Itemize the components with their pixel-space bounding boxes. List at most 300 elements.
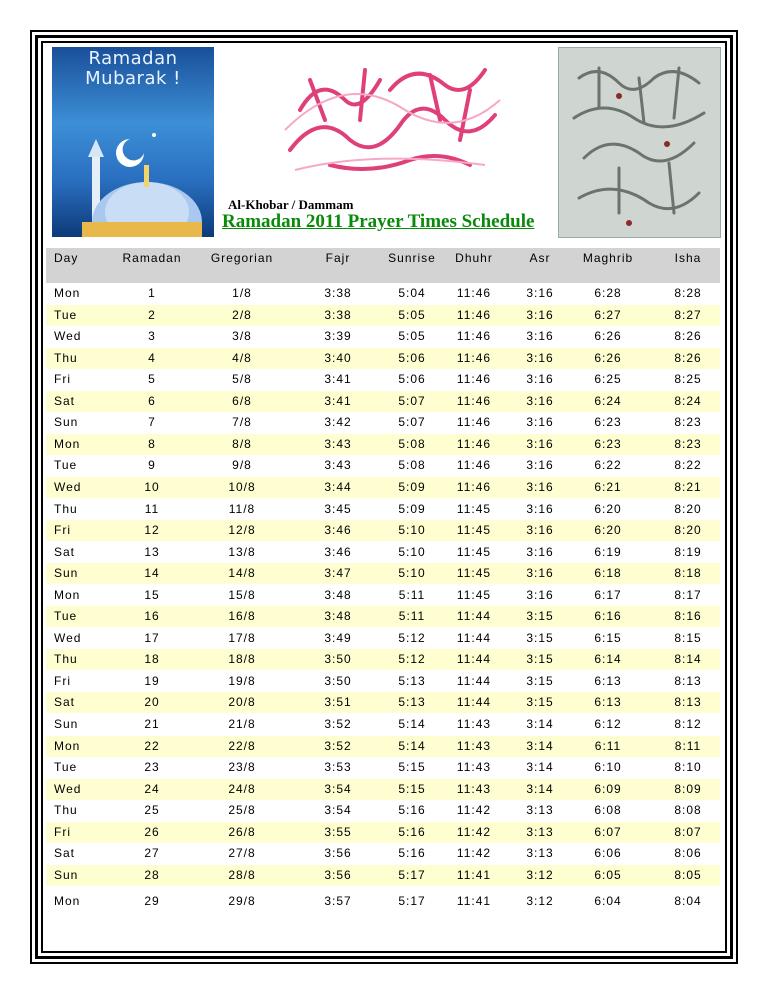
cell-dhuhr: 11:46 bbox=[456, 415, 492, 430]
cell-sunrise: 5:08 bbox=[398, 458, 426, 473]
cell-dhuhr: 11:41 bbox=[456, 867, 492, 882]
cell-gregorian: 26/8 bbox=[228, 824, 256, 839]
cell-maghrib: 6:13 bbox=[594, 673, 622, 688]
cell-fajr: 3:48 bbox=[324, 609, 352, 624]
cell-sunrise: 5:14 bbox=[398, 738, 426, 753]
cell-asr: 3:16 bbox=[526, 436, 554, 451]
cell-gregorian: 29/8 bbox=[228, 894, 256, 908]
cell-fajr: 3:42 bbox=[324, 415, 352, 430]
cell-dhuhr: 11:45 bbox=[456, 523, 492, 538]
cell-sunrise: 5:17 bbox=[398, 894, 426, 908]
column-header-ramadan: Ramadan bbox=[122, 251, 182, 265]
cell-maghrib: 6:15 bbox=[594, 630, 622, 645]
cell-gregorian: 24/8 bbox=[228, 781, 256, 796]
cell-ramadan: 1 bbox=[148, 286, 156, 300]
cell-fajr: 3:44 bbox=[324, 479, 352, 494]
cell-sunrise: 5:16 bbox=[398, 824, 426, 839]
cell-gregorian: 21/8 bbox=[228, 717, 256, 731]
cell-isha: 8:24 bbox=[674, 393, 702, 408]
cell-fajr: 3:53 bbox=[324, 760, 352, 775]
cell-fajr: 3:47 bbox=[324, 566, 352, 581]
cell-sunrise: 5:15 bbox=[398, 760, 426, 775]
column-header-isha: Isha bbox=[674, 251, 702, 265]
cell-maghrib: 6:16 bbox=[594, 609, 622, 624]
cell-fajr: 3:38 bbox=[324, 286, 352, 300]
cell-gregorian: 23/8 bbox=[228, 760, 256, 775]
cell-dhuhr: 11:41 bbox=[456, 894, 492, 908]
cell-sunrise: 5:07 bbox=[398, 415, 426, 430]
cell-sunrise: 5:12 bbox=[398, 630, 426, 645]
cell-asr: 3:13 bbox=[526, 824, 554, 839]
cell-fajr: 3:52 bbox=[324, 738, 352, 753]
cell-gregorian: 22/8 bbox=[228, 738, 256, 753]
cell-isha: 8:04 bbox=[674, 894, 702, 908]
cell-isha: 8:20 bbox=[674, 523, 702, 538]
cell-maghrib: 6:12 bbox=[594, 717, 622, 731]
cell-day: Fri bbox=[54, 372, 71, 387]
cell-gregorian: 16/8 bbox=[228, 609, 256, 624]
ramadan-mubarak-banner bbox=[52, 47, 214, 237]
cell-sunrise: 5:16 bbox=[398, 803, 426, 818]
cell-asr: 3:14 bbox=[526, 717, 554, 731]
cell-day: Mon bbox=[54, 587, 81, 602]
cell-fajr: 3:57 bbox=[324, 894, 352, 908]
cell-asr: 3:12 bbox=[526, 867, 554, 882]
cell-ramadan: 14 bbox=[144, 566, 160, 581]
cell-sunrise: 5:09 bbox=[398, 479, 426, 494]
cell-maghrib: 6:09 bbox=[594, 781, 622, 796]
cell-sunrise: 5:05 bbox=[398, 307, 426, 322]
cell-dhuhr: 11:44 bbox=[456, 652, 492, 667]
cell-maghrib: 6:04 bbox=[594, 894, 622, 908]
cell-sunrise: 5:06 bbox=[398, 350, 426, 365]
cell-ramadan: 10 bbox=[144, 479, 160, 494]
cell-sunrise: 5:09 bbox=[398, 501, 426, 516]
cell-isha: 8:15 bbox=[674, 630, 702, 645]
cell-day: Wed bbox=[54, 630, 82, 645]
column-header-sunrise: Sunrise bbox=[388, 251, 436, 265]
cell-asr: 3:14 bbox=[526, 781, 554, 796]
cell-isha: 8:07 bbox=[674, 824, 702, 839]
cell-day: Tue bbox=[54, 609, 78, 624]
cell-ramadan: 6 bbox=[148, 393, 156, 408]
table-row bbox=[46, 891, 720, 912]
table-row bbox=[46, 865, 720, 886]
cell-fajr: 3:39 bbox=[324, 329, 352, 344]
cell-sunrise: 5:13 bbox=[398, 695, 426, 710]
cell-day: Thu bbox=[54, 350, 78, 365]
cell-day: Fri bbox=[54, 673, 71, 688]
cell-isha: 8:21 bbox=[674, 479, 702, 494]
cell-fajr: 3:43 bbox=[324, 458, 352, 473]
cell-ramadan: 13 bbox=[144, 544, 160, 559]
cell-gregorian: 10/8 bbox=[228, 479, 256, 494]
cell-fajr: 3:52 bbox=[324, 717, 352, 731]
cell-ramadan: 18 bbox=[144, 652, 160, 667]
cell-gregorian: 28/8 bbox=[228, 867, 256, 882]
cell-ramadan: 3 bbox=[148, 329, 156, 344]
cell-day: Mon bbox=[54, 286, 81, 300]
cell-ramadan: 23 bbox=[144, 760, 160, 775]
cell-sunrise: 5:07 bbox=[398, 393, 426, 408]
cell-isha: 8:26 bbox=[674, 329, 702, 344]
cell-fajr: 3:45 bbox=[324, 501, 352, 516]
cell-gregorian: 12/8 bbox=[228, 523, 256, 538]
table-row bbox=[46, 499, 720, 520]
cell-day: Sat bbox=[54, 695, 76, 710]
cell-fajr: 3:51 bbox=[324, 695, 352, 710]
cell-ramadan: 8 bbox=[148, 436, 156, 451]
cell-dhuhr: 11:46 bbox=[456, 350, 492, 365]
cell-ramadan: 29 bbox=[144, 894, 160, 908]
cell-gregorian: 1/8 bbox=[232, 286, 252, 300]
cell-ramadan: 20 bbox=[144, 695, 160, 710]
cell-dhuhr: 11:42 bbox=[456, 803, 492, 818]
cell-day: Fri bbox=[54, 824, 71, 839]
cell-day: Tue bbox=[54, 760, 78, 775]
cell-asr: 3:15 bbox=[526, 695, 554, 710]
cell-isha: 8:25 bbox=[674, 372, 702, 387]
cell-sunrise: 5:15 bbox=[398, 781, 426, 796]
cell-asr: 3:16 bbox=[526, 393, 554, 408]
cell-fajr: 3:55 bbox=[324, 824, 352, 839]
cell-day: Tue bbox=[54, 307, 78, 322]
cell-day: Wed bbox=[54, 781, 82, 796]
cell-day: Thu bbox=[54, 652, 78, 667]
cell-dhuhr: 11:43 bbox=[456, 781, 492, 796]
cell-isha: 8:27 bbox=[674, 307, 702, 322]
cell-ramadan: 7 bbox=[148, 415, 156, 430]
cell-maghrib: 6:21 bbox=[594, 479, 622, 494]
banner-text: Ramadan Mubarak ! bbox=[85, 48, 181, 89]
table-row bbox=[46, 757, 720, 778]
cell-isha: 8:14 bbox=[674, 652, 702, 667]
cell-asr: 3:16 bbox=[526, 350, 554, 365]
cell-gregorian: 18/8 bbox=[228, 652, 256, 667]
cell-isha: 8:23 bbox=[674, 415, 702, 430]
cell-dhuhr: 11:45 bbox=[456, 566, 492, 581]
cell-dhuhr: 11:43 bbox=[456, 717, 492, 731]
table-row bbox=[46, 520, 720, 541]
cell-dhuhr: 11:45 bbox=[456, 544, 492, 559]
cell-fajr: 3:48 bbox=[324, 587, 352, 602]
cell-gregorian: 20/8 bbox=[228, 695, 256, 710]
cell-gregorian: 9/8 bbox=[232, 458, 252, 473]
cell-fajr: 3:50 bbox=[324, 673, 352, 688]
table-row bbox=[46, 606, 720, 627]
cell-ramadan: 11 bbox=[144, 501, 160, 516]
cell-sunrise: 5:08 bbox=[398, 436, 426, 451]
cell-dhuhr: 11:44 bbox=[456, 695, 492, 710]
table-row bbox=[46, 391, 720, 412]
cell-dhuhr: 11:46 bbox=[456, 286, 492, 300]
calligraphy-tile-icon bbox=[559, 48, 720, 237]
cell-asr: 3:15 bbox=[526, 609, 554, 624]
cell-ramadan: 25 bbox=[144, 803, 160, 818]
column-header-gregorian: Gregorian bbox=[210, 251, 274, 265]
cell-fajr: 3:56 bbox=[324, 867, 352, 882]
table-row bbox=[46, 326, 720, 347]
cell-dhuhr: 11:44 bbox=[456, 630, 492, 645]
cell-gregorian: 3/8 bbox=[232, 329, 252, 344]
cell-sunrise: 5:06 bbox=[398, 372, 426, 387]
cell-fajr: 3:54 bbox=[324, 803, 352, 818]
cell-isha: 8:09 bbox=[674, 781, 702, 796]
cell-dhuhr: 11:45 bbox=[456, 501, 492, 516]
cell-sunrise: 5:10 bbox=[398, 544, 426, 559]
table-row bbox=[46, 692, 720, 713]
cell-ramadan: 2 bbox=[148, 307, 156, 322]
cell-maghrib: 6:26 bbox=[594, 350, 622, 365]
cell-fajr: 3:41 bbox=[324, 372, 352, 387]
cell-maghrib: 6:23 bbox=[594, 436, 622, 451]
cell-fajr: 3:46 bbox=[324, 544, 352, 559]
cell-fajr: 3:41 bbox=[324, 393, 352, 408]
cell-maghrib: 6:26 bbox=[594, 329, 622, 344]
cell-dhuhr: 11:43 bbox=[456, 760, 492, 775]
cell-gregorian: 6/8 bbox=[232, 393, 252, 408]
cell-ramadan: 5 bbox=[148, 372, 156, 387]
cell-isha: 8:12 bbox=[674, 717, 702, 731]
cell-asr: 3:16 bbox=[526, 307, 554, 322]
cell-ramadan: 26 bbox=[144, 824, 160, 839]
cell-ramadan: 27 bbox=[144, 846, 160, 861]
cell-isha: 8:05 bbox=[674, 867, 702, 882]
cell-sunrise: 5:11 bbox=[398, 587, 426, 602]
cell-asr: 3:16 bbox=[526, 587, 554, 602]
cell-day: Mon bbox=[54, 894, 81, 908]
cell-maghrib: 6:24 bbox=[594, 393, 622, 408]
column-header-maghrib: Maghrib bbox=[582, 251, 634, 265]
cell-maghrib: 6:14 bbox=[594, 652, 622, 667]
cell-sunrise: 5:16 bbox=[398, 846, 426, 861]
cell-ramadan: 24 bbox=[144, 781, 160, 796]
table-row bbox=[46, 455, 720, 476]
cell-isha: 8:13 bbox=[674, 695, 702, 710]
cell-isha: 8:10 bbox=[674, 760, 702, 775]
table-row bbox=[46, 843, 720, 864]
cell-maghrib: 6:27 bbox=[594, 307, 622, 322]
cell-day: Sat bbox=[54, 544, 76, 559]
cell-asr: 3:13 bbox=[526, 846, 554, 861]
cell-maghrib: 6:17 bbox=[594, 587, 622, 602]
cell-dhuhr: 11:42 bbox=[456, 824, 492, 839]
cell-asr: 3:14 bbox=[526, 738, 554, 753]
table-row bbox=[46, 779, 720, 800]
cell-asr: 3:13 bbox=[526, 803, 554, 818]
table-row bbox=[46, 477, 720, 498]
table-row bbox=[46, 628, 720, 649]
cell-day: Sat bbox=[54, 393, 76, 408]
cell-dhuhr: 11:43 bbox=[456, 738, 492, 753]
cell-asr: 3:16 bbox=[526, 501, 554, 516]
cell-dhuhr: 11:42 bbox=[456, 846, 492, 861]
cell-ramadan: 15 bbox=[144, 587, 160, 602]
cell-ramadan: 9 bbox=[148, 458, 156, 473]
table-header bbox=[46, 248, 720, 283]
cell-isha: 8:08 bbox=[674, 803, 702, 818]
table-row bbox=[46, 585, 720, 606]
cell-sunrise: 5:12 bbox=[398, 652, 426, 667]
cell-asr: 3:14 bbox=[526, 760, 554, 775]
cell-maghrib: 6:05 bbox=[594, 867, 622, 882]
table-row bbox=[46, 800, 720, 821]
cell-asr: 3:16 bbox=[526, 523, 554, 538]
cell-day: Sun bbox=[54, 415, 79, 430]
cell-gregorian: 19/8 bbox=[228, 673, 256, 688]
calligraphy-tile-image bbox=[558, 47, 721, 238]
cell-maghrib: 6:28 bbox=[594, 286, 622, 300]
cell-dhuhr: 11:46 bbox=[456, 458, 492, 473]
cell-fajr: 3:46 bbox=[324, 523, 352, 538]
ramadan-kareem-calligraphy-icon bbox=[270, 50, 510, 185]
cell-maghrib: 6:18 bbox=[594, 566, 622, 581]
cell-ramadan: 22 bbox=[144, 738, 160, 753]
cell-maghrib: 6:13 bbox=[594, 695, 622, 710]
cell-gregorian: 8/8 bbox=[232, 436, 252, 451]
cell-isha: 8:17 bbox=[674, 587, 702, 602]
cell-gregorian: 4/8 bbox=[232, 350, 252, 365]
cell-maghrib: 6:23 bbox=[594, 415, 622, 430]
cell-ramadan: 4 bbox=[148, 350, 156, 365]
cell-fajr: 3:50 bbox=[324, 652, 352, 667]
cell-asr: 3:15 bbox=[526, 673, 554, 688]
cell-isha: 8:13 bbox=[674, 673, 702, 688]
cell-gregorian: 2/8 bbox=[232, 307, 252, 322]
cell-sunrise: 5:10 bbox=[398, 566, 426, 581]
table-row bbox=[46, 412, 720, 433]
cell-asr: 3:16 bbox=[526, 415, 554, 430]
cell-isha: 8:19 bbox=[674, 544, 702, 559]
cell-fajr: 3:40 bbox=[324, 350, 352, 365]
table-row bbox=[46, 369, 720, 390]
table-row bbox=[46, 348, 720, 369]
table-row bbox=[46, 283, 720, 304]
cell-maghrib: 6:06 bbox=[594, 846, 622, 861]
cell-asr: 3:15 bbox=[526, 630, 554, 645]
cell-day: Thu bbox=[54, 803, 78, 818]
cell-sunrise: 5:14 bbox=[398, 717, 426, 731]
cell-maghrib: 6:20 bbox=[594, 501, 622, 516]
cell-asr: 3:16 bbox=[526, 566, 554, 581]
cell-fajr: 3:49 bbox=[324, 630, 352, 645]
cell-sunrise: 5:17 bbox=[398, 867, 426, 882]
cell-isha: 8:11 bbox=[674, 738, 702, 753]
cell-maghrib: 6:10 bbox=[594, 760, 622, 775]
column-header-fajr: Fajr bbox=[325, 251, 351, 265]
cell-maghrib: 6:20 bbox=[594, 523, 622, 538]
cell-maghrib: 6:07 bbox=[594, 824, 622, 839]
cell-day: Tue bbox=[54, 458, 78, 473]
cell-dhuhr: 11:45 bbox=[456, 587, 492, 602]
table-row bbox=[46, 671, 720, 692]
cell-day: Thu bbox=[54, 501, 78, 516]
cell-day: Sun bbox=[54, 566, 79, 581]
cell-asr: 3:16 bbox=[526, 544, 554, 559]
cell-dhuhr: 11:46 bbox=[456, 307, 492, 322]
table-row bbox=[46, 434, 720, 455]
cell-day: Sun bbox=[54, 867, 79, 882]
cell-maghrib: 6:19 bbox=[594, 544, 622, 559]
cell-dhuhr: 11:44 bbox=[456, 673, 492, 688]
cell-day: Mon bbox=[54, 738, 81, 753]
cell-day: Wed bbox=[54, 479, 82, 494]
cell-isha: 8:20 bbox=[674, 501, 702, 516]
cell-gregorian: 25/8 bbox=[228, 803, 256, 818]
cell-sunrise: 5:10 bbox=[398, 523, 426, 538]
cell-asr: 3:15 bbox=[526, 652, 554, 667]
cell-day: Wed bbox=[54, 329, 82, 344]
cell-gregorian: 27/8 bbox=[228, 846, 256, 861]
table-row bbox=[46, 822, 720, 843]
cell-fajr: 3:43 bbox=[324, 436, 352, 451]
cell-day: Sat bbox=[54, 846, 76, 861]
table-row bbox=[46, 649, 720, 670]
cell-fajr: 3:56 bbox=[324, 846, 352, 861]
cell-fajr: 3:38 bbox=[324, 307, 352, 322]
column-header-dhuhr: Dhuhr bbox=[455, 251, 493, 265]
cell-maghrib: 6:08 bbox=[594, 803, 622, 818]
cell-isha: 8:16 bbox=[674, 609, 702, 624]
table-row bbox=[46, 563, 720, 584]
cell-isha: 8:28 bbox=[674, 286, 702, 300]
column-header-asr: Asr bbox=[529, 251, 551, 265]
cell-asr: 3:16 bbox=[526, 329, 554, 344]
cell-gregorian: 15/8 bbox=[228, 587, 256, 602]
cell-isha: 8:23 bbox=[674, 436, 702, 451]
cell-ramadan: 16 bbox=[144, 609, 160, 624]
cell-ramadan: 17 bbox=[144, 630, 160, 645]
column-header-day: Day bbox=[54, 251, 79, 265]
cell-day: Sun bbox=[54, 717, 79, 731]
cell-asr: 3:16 bbox=[526, 458, 554, 473]
cell-maghrib: 6:22 bbox=[594, 458, 622, 473]
cell-gregorian: 7/8 bbox=[232, 415, 252, 430]
cell-asr: 3:12 bbox=[526, 894, 554, 908]
cell-isha: 8:26 bbox=[674, 350, 702, 365]
cell-isha: 8:22 bbox=[674, 458, 702, 473]
cell-dhuhr: 11:44 bbox=[456, 609, 492, 624]
cell-ramadan: 19 bbox=[144, 673, 160, 688]
cell-day: Mon bbox=[54, 436, 81, 451]
cell-sunrise: 5:13 bbox=[398, 673, 426, 688]
cell-isha: 8:18 bbox=[674, 566, 702, 581]
cell-gregorian: 13/8 bbox=[228, 544, 256, 559]
cell-asr: 3:16 bbox=[526, 372, 554, 387]
cell-asr: 3:16 bbox=[526, 286, 554, 300]
cell-maghrib: 6:25 bbox=[594, 372, 622, 387]
table-row bbox=[46, 305, 720, 326]
cell-ramadan: 21 bbox=[144, 717, 160, 731]
table-row bbox=[46, 714, 720, 735]
table-row bbox=[46, 542, 720, 563]
cell-sunrise: 5:04 bbox=[398, 286, 426, 300]
cell-asr: 3:16 bbox=[526, 479, 554, 494]
location-label: Al-Khobar / Dammam bbox=[228, 197, 354, 212]
cell-sunrise: 5:05 bbox=[398, 329, 426, 344]
cell-isha: 8:06 bbox=[674, 846, 702, 861]
cell-gregorian: 17/8 bbox=[228, 630, 256, 645]
cell-ramadan: 28 bbox=[144, 867, 160, 882]
cell-ramadan: 12 bbox=[144, 523, 160, 538]
cell-gregorian: 5/8 bbox=[232, 372, 252, 387]
cell-gregorian: 14/8 bbox=[228, 566, 256, 581]
cell-dhuhr: 11:46 bbox=[456, 329, 492, 344]
cell-dhuhr: 11:46 bbox=[456, 479, 492, 494]
cell-dhuhr: 11:46 bbox=[456, 372, 492, 387]
schedule-title: Ramadan 2011 Prayer Times Schedule bbox=[222, 211, 535, 232]
cell-gregorian: 11/8 bbox=[228, 501, 256, 516]
